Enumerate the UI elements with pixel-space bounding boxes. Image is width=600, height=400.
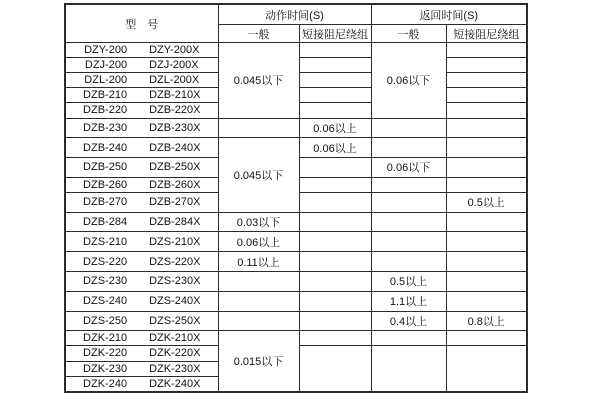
table-row — [65, 43, 527, 58]
model-name-x: DZB-250X — [149, 161, 201, 174]
model-name-x: DZB-240X — [149, 141, 201, 154]
header-action-short-damping: 短接阻尼绕组 — [299, 25, 371, 43]
value-cell: 0.11以上 — [218, 252, 299, 272]
model-name-x: DZB-210X — [149, 89, 201, 102]
model-name: DZJ-200 — [84, 59, 128, 72]
model-name: DZB-230 — [83, 121, 128, 134]
table-row — [65, 311, 527, 331]
model-cell — [65, 58, 218, 73]
value-cell: 0.06以上 — [218, 232, 299, 252]
model-cell — [65, 192, 218, 212]
table-body — [65, 43, 527, 393]
model-name: DZS-230 — [83, 275, 128, 288]
model-name-x: DZB-230X — [149, 121, 201, 134]
model-cell — [65, 376, 218, 392]
value-cell — [371, 232, 446, 252]
model-name-x: DZS-250X — [149, 314, 201, 327]
model-name: DZS-250 — [83, 314, 128, 327]
value-cell — [371, 192, 446, 212]
model-name: DZS-210 — [83, 235, 128, 248]
table-row — [65, 272, 527, 292]
model-name-x: DZL-200X — [149, 74, 200, 87]
value-cell — [299, 177, 371, 192]
value-cell — [299, 103, 371, 118]
value-cell — [218, 291, 299, 311]
value-cell — [299, 43, 371, 58]
model-name: DZB-220 — [83, 104, 128, 117]
value-cell: 0.5以上 — [446, 192, 527, 212]
model-cell — [65, 73, 218, 88]
value-cell — [371, 252, 446, 272]
table-row — [65, 118, 527, 138]
value-cell — [371, 346, 446, 392]
model-cell — [65, 88, 218, 103]
value-cell: 0.045以下 — [218, 138, 299, 212]
value-cell: 0.4以上 — [371, 311, 446, 331]
value-cell — [446, 252, 527, 272]
value-cell: 1.1以上 — [371, 291, 446, 311]
value-cell — [299, 232, 371, 252]
model-cell — [65, 311, 218, 331]
model-name-x: DZS-230X — [149, 275, 201, 288]
model-name: DZK-220 — [83, 347, 128, 360]
model-name: DZK-240 — [83, 377, 128, 390]
value-cell — [446, 73, 527, 88]
model-name-x: DZB-260X — [149, 178, 201, 191]
table-row — [65, 291, 527, 311]
model-name-x: DZY-200X — [149, 44, 200, 57]
value-cell — [299, 252, 371, 272]
value-cell: 0.015以下 — [218, 331, 299, 392]
model-name-x: DZJ-200X — [149, 59, 199, 72]
model-cell — [65, 212, 218, 232]
value-cell — [299, 311, 371, 331]
header-action-time: 动作时间(S) — [218, 4, 371, 25]
model-name: DZS-240 — [83, 295, 128, 308]
model-name-x: DZB-270X — [149, 196, 201, 209]
value-cell — [299, 346, 371, 392]
model-name: DZB-284 — [83, 216, 128, 229]
model-cell — [65, 331, 218, 346]
table-row — [65, 331, 527, 346]
value-cell — [371, 212, 446, 232]
model-cell — [65, 158, 218, 178]
model-name-x: DZS-240X — [149, 295, 201, 308]
model-name: DZB-270 — [83, 196, 128, 209]
table-row — [65, 252, 527, 272]
relay-timing-spec-table — [64, 3, 528, 393]
value-cell — [299, 212, 371, 232]
header-action-general: 一般 — [218, 25, 299, 43]
model-name-x: DZB-284X — [149, 216, 201, 229]
table-row — [65, 212, 527, 232]
value-cell — [446, 103, 527, 118]
header-model: 型 号 — [65, 4, 218, 43]
model-name: DZB-250 — [83, 161, 128, 174]
value-cell — [446, 177, 527, 192]
value-cell — [446, 291, 527, 311]
value-cell — [218, 118, 299, 138]
value-cell — [446, 232, 527, 252]
value-cell — [218, 272, 299, 292]
model-cell — [65, 232, 218, 252]
value-cell — [446, 346, 527, 392]
value-cell — [371, 118, 446, 138]
model-name-x: DZK-210X — [149, 332, 201, 345]
value-cell — [299, 88, 371, 103]
value-cell — [446, 212, 527, 232]
model-name: DZK-230 — [83, 362, 128, 375]
header-return-short-damping: 短接阻尼绕组 — [446, 25, 527, 43]
value-cell — [446, 43, 527, 58]
model-name-x: DZK-220X — [149, 347, 201, 360]
value-cell — [446, 158, 527, 178]
model-cell — [65, 272, 218, 292]
header-return-time: 返回时间(S) — [371, 4, 527, 25]
value-cell — [218, 311, 299, 331]
table-row — [65, 232, 527, 252]
table-row — [65, 138, 527, 158]
value-cell — [299, 272, 371, 292]
model-name: DZB-240 — [83, 141, 128, 154]
model-cell — [65, 291, 218, 311]
value-cell: 0.06以上 — [299, 138, 371, 158]
model-cell — [65, 103, 218, 118]
model-cell — [65, 346, 218, 361]
table-header — [65, 4, 527, 43]
model-cell — [65, 43, 218, 58]
model-name: DZK-210 — [83, 332, 128, 345]
value-cell — [446, 272, 527, 292]
model-name-x: DZS-220X — [149, 255, 201, 268]
model-name: DZL-200 — [84, 74, 128, 87]
model-cell — [65, 118, 218, 138]
value-cell — [446, 88, 527, 103]
value-cell — [371, 177, 446, 192]
value-cell: 0.045以下 — [218, 43, 299, 119]
value-cell: 0.06以下 — [371, 158, 446, 178]
model-cell — [65, 361, 218, 376]
value-cell — [371, 138, 446, 158]
header-return-general: 一般 — [371, 25, 446, 43]
value-cell — [371, 331, 446, 346]
value-cell — [446, 118, 527, 138]
value-cell — [299, 73, 371, 88]
model-name-x: DZB-220X — [149, 104, 201, 117]
model-name-x: DZK-240X — [149, 377, 201, 390]
value-cell: 0.06以下 — [371, 43, 446, 119]
value-cell — [446, 58, 527, 73]
model-cell — [65, 252, 218, 272]
model-name-x: DZK-230X — [149, 362, 201, 375]
value-cell — [299, 58, 371, 73]
model-name: DZS-220 — [83, 255, 128, 268]
model-cell — [65, 138, 218, 158]
model-name: DZY-200 — [84, 44, 128, 57]
value-cell — [299, 192, 371, 212]
model-cell — [65, 177, 218, 192]
model-name-x: DZS-210X — [149, 235, 201, 248]
value-cell: 0.03以下 — [218, 212, 299, 232]
model-name: DZB-210 — [83, 89, 128, 102]
value-cell — [446, 138, 527, 158]
value-cell — [446, 331, 527, 346]
value-cell: 0.06以上 — [299, 118, 371, 138]
value-cell: 0.5以上 — [371, 272, 446, 292]
value-cell: 0.8以上 — [446, 311, 527, 331]
value-cell — [299, 158, 371, 178]
value-cell — [299, 331, 371, 346]
model-name: DZB-260 — [83, 178, 128, 191]
value-cell — [299, 291, 371, 311]
